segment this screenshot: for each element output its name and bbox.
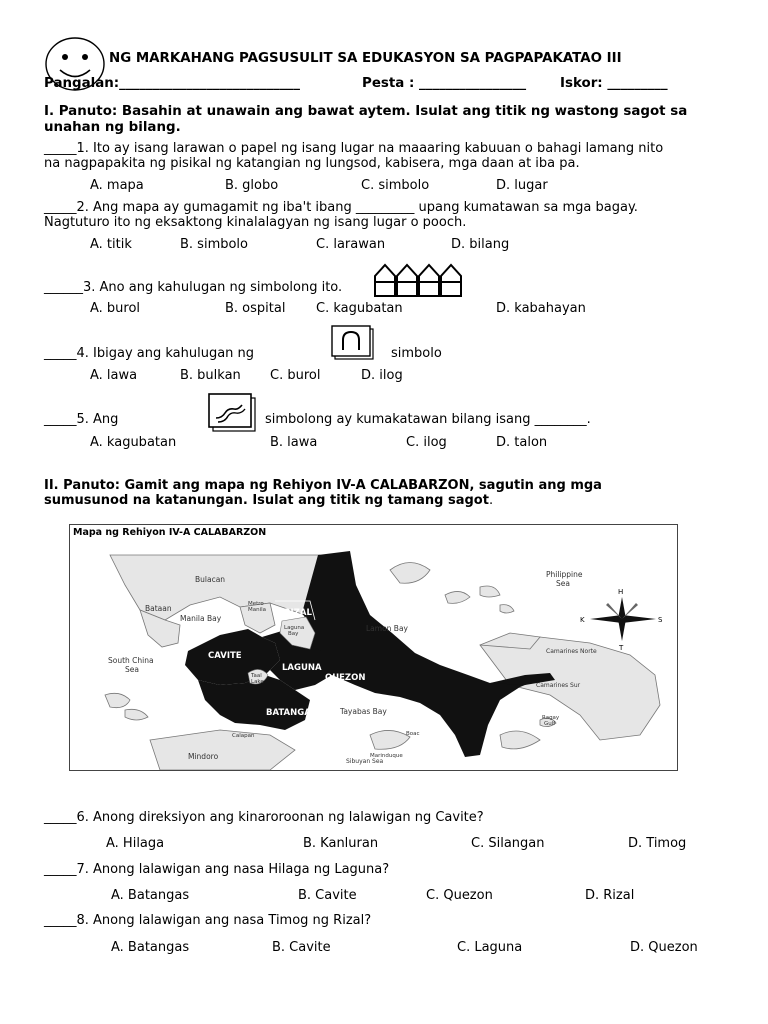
map-label-ragay-1: Ragay xyxy=(542,715,560,721)
q5-option-d: D. talon xyxy=(496,435,548,450)
map-label-compass-e: S xyxy=(658,616,663,624)
question-2-line2: Nagtuturo ito ng eksaktong kinalalagyan ng isang lugar o pooch. xyxy=(44,215,467,230)
q2-option-c: C. larawan xyxy=(316,237,386,252)
q3-option-b: B. ospital xyxy=(225,301,286,316)
map-label-cavite: CAVITE xyxy=(208,651,242,661)
exam-title: NG MARKAHANG PAGSUSULIT SA EDUKASYON SA PAGPAPAKATAO III xyxy=(109,51,622,66)
map-label-calapan: Calapan xyxy=(232,733,255,739)
q8-option-c: C. Laguna xyxy=(457,940,523,955)
q3-option-c: C. kagubatan xyxy=(316,301,403,316)
score-label: Iskor: _________ xyxy=(560,76,668,91)
map-label-marinduque: Marinduque xyxy=(370,753,403,759)
map-label-tayabas-bay: Tayabas Bay xyxy=(340,707,387,716)
q8-option-a: A. Batangas xyxy=(111,940,190,955)
map-label-taal-2: Lake xyxy=(251,679,264,685)
map-label-taal-1: Taal xyxy=(251,673,262,679)
question-2-line1: _____2. Ang mapa ay gumagamit ng iba't ibang _________ upang kumatawan sa mga bagay. xyxy=(44,200,638,215)
map-label-batangas: BATANGAS xyxy=(266,708,317,718)
map-label-south-china-1: South China xyxy=(108,656,154,665)
part1-directions-line2: unahan ng bilang. xyxy=(44,120,181,135)
map-label-laguna-bay-2: Bay xyxy=(288,631,299,637)
q6-option-c: C. Silangan xyxy=(471,836,545,851)
question-4-text-after: simbolo xyxy=(391,346,442,361)
map-label-manila-bay: Manila Bay xyxy=(180,614,222,623)
question-6-text: _____6. Anong direksiyon ang kinaroroonan ng lalawigan ng Cavite? xyxy=(44,810,484,825)
map-label-metro-manila-2: Manila xyxy=(248,607,267,613)
q6-option-d: D. Timog xyxy=(628,836,687,851)
map-label-compass-w: K xyxy=(580,616,585,624)
q2-option-b: B. simbolo xyxy=(180,237,249,252)
question-3-text: ______3. Ano ang kahulugan ng simbolong ito. xyxy=(44,280,343,295)
question-1-line1: _____1. Ito ay isang larawan o papel ng isang lugar na maaaring kabuuan o bahagi lamang nito xyxy=(44,141,664,156)
calabarzon-map xyxy=(69,524,678,771)
question-1-line2: na nagpapakita ng pisikal ng katangian ng lungsod, kabisera, mga daan at iba pa. xyxy=(44,156,580,171)
map-title: Mapa ng Rehiyon IV-A CALABARZON xyxy=(73,527,267,538)
map-label-camarines-sur: Camarines Sur xyxy=(536,682,581,689)
map-label-metro-manila-1: Metro xyxy=(248,601,264,607)
q6-option-b: B. Kanluran xyxy=(303,836,379,851)
houses-symbol-icon xyxy=(373,262,465,298)
q5-option-c: C. ilog xyxy=(406,435,447,450)
date-label: Pesta : ________________ xyxy=(362,76,527,91)
map-label-philippine-sea-2: Sea xyxy=(556,579,570,588)
q2-option-a: A. titik xyxy=(90,237,132,252)
map-label-camarines-norte: Camarines Norte xyxy=(546,648,597,655)
map-label-laguna-bay-1: Laguna xyxy=(284,625,305,631)
q4-option-c: C. burol xyxy=(270,368,321,383)
map-label-sibuyan-sea: Sibuyan Sea xyxy=(346,758,384,765)
question-4-text-before: _____4. Ibigay ang kahulugan ng xyxy=(44,346,255,361)
map-label-south-china-2: Sea xyxy=(125,665,139,674)
map-label-lamon-bay: Lamon Bay xyxy=(366,624,408,633)
map-label-compass-s: T xyxy=(619,644,624,652)
q7-option-a: A. Batangas xyxy=(111,888,190,903)
map-label-ragay-2: Gulf xyxy=(544,721,556,727)
q7-option-c: C. Quezon xyxy=(426,888,493,903)
q1-option-d: D. lugar xyxy=(496,178,548,193)
q6-option-a: A. Hilaga xyxy=(106,836,165,851)
name-label: Pangalan:___________________________ xyxy=(44,76,300,91)
river-symbol-icon xyxy=(208,393,258,433)
map-label-quezon: QUEZON xyxy=(325,673,366,683)
q3-option-a: A. burol xyxy=(90,301,141,316)
compass-rose-icon xyxy=(590,597,656,641)
q4-option-a: A. lawa xyxy=(90,368,138,383)
part2-directions-line1: II. Panuto: Gamit ang mapa ng Rehiyon IV-A CALABARZON, sagutin ang mga xyxy=(44,478,602,493)
map-label-bataan: Bataan xyxy=(145,604,172,613)
map-label-mindoro: Mindoro xyxy=(188,752,219,761)
map-drawing xyxy=(70,525,677,770)
map-label-compass-n: H xyxy=(618,588,624,596)
q1-option-a: A. mapa xyxy=(90,178,144,193)
question-7-text: _____7. Anong lalawigan ang nasa Hilaga ng Laguna? xyxy=(44,862,390,877)
q8-option-d: D. Quezon xyxy=(630,940,698,955)
tunnel-symbol-icon xyxy=(331,325,375,361)
question-5-text-before: _____5. Ang xyxy=(44,412,119,427)
q8-option-b: B. Cavite xyxy=(272,940,331,955)
q5-option-b: B. lawa xyxy=(270,435,318,450)
q3-option-d: D. kabahayan xyxy=(496,301,586,316)
question-5-text-after: simbolong ay kumakatawan bilang isang ________. xyxy=(265,412,591,427)
q4-option-b: B. bulkan xyxy=(180,368,241,383)
q7-option-d: D. Rizal xyxy=(585,888,635,903)
map-label-boac: Boac xyxy=(406,731,420,737)
q7-option-b: B. Cavite xyxy=(298,888,357,903)
part2-directions-line2: sumusunod na katanungan. Isulat ang titik ng tamang sagot. xyxy=(44,493,494,508)
q4-option-d: D. ilog xyxy=(361,368,403,383)
q1-option-b: B. globo xyxy=(225,178,279,193)
map-label-bulacan: Bulacan xyxy=(195,575,226,584)
q5-option-a: A. kagubatan xyxy=(90,435,177,450)
map-label-laguna: LAGUNA xyxy=(282,663,322,673)
question-8-text: _____8. Anong lalawigan ang nasa Timog ng Rizal? xyxy=(44,913,372,928)
map-label-rizal: RIZAL xyxy=(284,608,312,618)
q1-option-c: C. simbolo xyxy=(361,178,430,193)
map-label-philippine-sea-1: Philippine xyxy=(546,570,583,579)
q2-option-d: D. bilang xyxy=(451,237,510,252)
part1-directions-line1: I. Panuto: Basahin at unawain ang bawat aytem. Isulat ang titik ng wastong sagot sa xyxy=(44,104,688,119)
